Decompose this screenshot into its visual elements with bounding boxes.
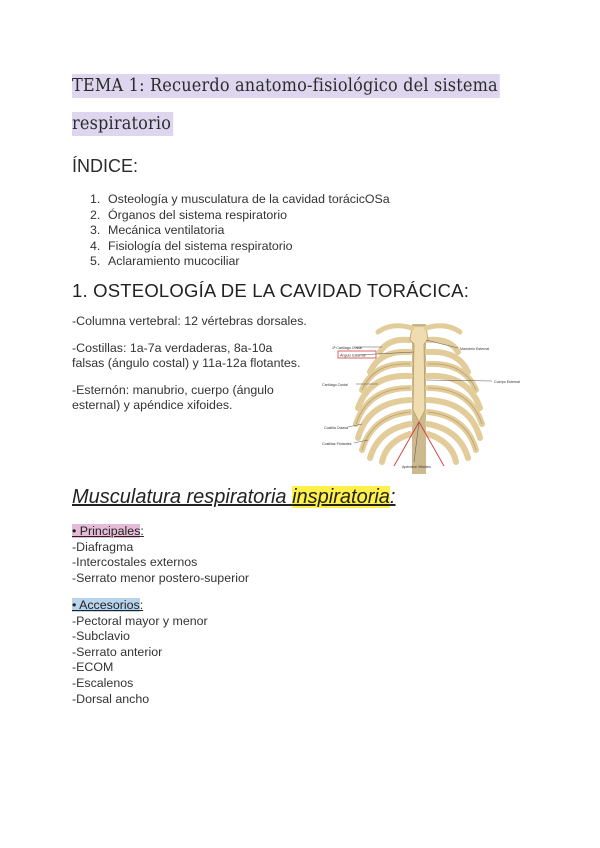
indice-item: 1. Osteología y musculatura de la cavidad torácicOSa xyxy=(90,192,390,206)
list-item: -ECOM xyxy=(72,660,114,675)
indice-item: 5. Aclaramiento mucociliar xyxy=(90,254,240,269)
paragraph-esternon: -Esternón: manubrio, cuerpo (ángulo esternal) y apéndice xifoides. xyxy=(72,382,274,413)
accesorios-group xyxy=(72,598,208,707)
list-item: -Diafragma xyxy=(72,539,134,554)
label-manubrio: Manubrio Esternal xyxy=(460,347,490,351)
principales-group xyxy=(72,524,249,586)
indice-item: 2. Órganos del sistema respiratorio xyxy=(90,207,288,222)
list-item: -Serrato anterior xyxy=(72,644,163,659)
title-line-2: respiratorio xyxy=(72,114,172,134)
label-apendice-xifoides: Apéndice Xifoides xyxy=(402,465,431,469)
label-cuerpo-esternal: Cuerpo Esternal xyxy=(494,380,520,384)
paragraph-columna: -Columna vertebral: 12 vértebras dorsales. xyxy=(72,314,307,328)
section-1-heading: 1. OSTEOLOGÍA DE LA CAVIDAD TORÁCICA: xyxy=(72,280,470,301)
list-item: -Escalenos xyxy=(72,675,134,690)
principales-title: • Principales: xyxy=(72,524,144,538)
musculatura-heading-highlight: inspiratoria xyxy=(292,486,390,508)
accesorios-list xyxy=(72,614,208,708)
label-costilla-octava: Costilla Octava xyxy=(324,426,349,430)
indice-list xyxy=(90,192,390,270)
list-item: -Dorsal ancho xyxy=(72,691,150,706)
paragraph-costillas: -Costillas: 1a-7a verdaderas, 8a-10a falsas (ángulo costal) y 11a-12a flotantes. xyxy=(72,340,301,371)
musculatura-heading xyxy=(72,486,395,509)
indice-item: 4. Fisiología del sistema respiratorio xyxy=(90,238,293,253)
title-line-1: TEMA 1: Recuerdo anatomo-fisiológico del sistema xyxy=(72,76,498,96)
indice-item: 3. Mecánica ventilatoria xyxy=(90,223,225,238)
list-item: -Serrato menor postero-superior xyxy=(72,570,249,585)
list-item: -Intercostales externos xyxy=(72,555,198,570)
label-cartilago-1: 1ª Cartílago Costal xyxy=(332,346,363,350)
document-title xyxy=(72,74,498,136)
label-cartilago-costal: Cartílago Costal xyxy=(322,383,348,387)
osteology-text xyxy=(72,314,308,425)
accesorios-title: • Accesorios: xyxy=(72,598,144,612)
musculatura-heading-prefix: Musculatura respiratoria xyxy=(72,486,293,508)
rib-cage-illustration xyxy=(318,318,520,480)
label-angulo-esternal: Ángulo Esternal xyxy=(340,353,366,358)
list-item: -Pectoral mayor y menor xyxy=(72,613,208,628)
label-costillas-flotantes: Costillas Flotantes xyxy=(322,442,352,446)
musculatura-heading-suffix: : xyxy=(389,486,396,508)
principales-list xyxy=(72,540,249,587)
list-item: -Subclavio xyxy=(72,629,130,644)
indice-heading: ÍNDICE: xyxy=(72,156,139,176)
